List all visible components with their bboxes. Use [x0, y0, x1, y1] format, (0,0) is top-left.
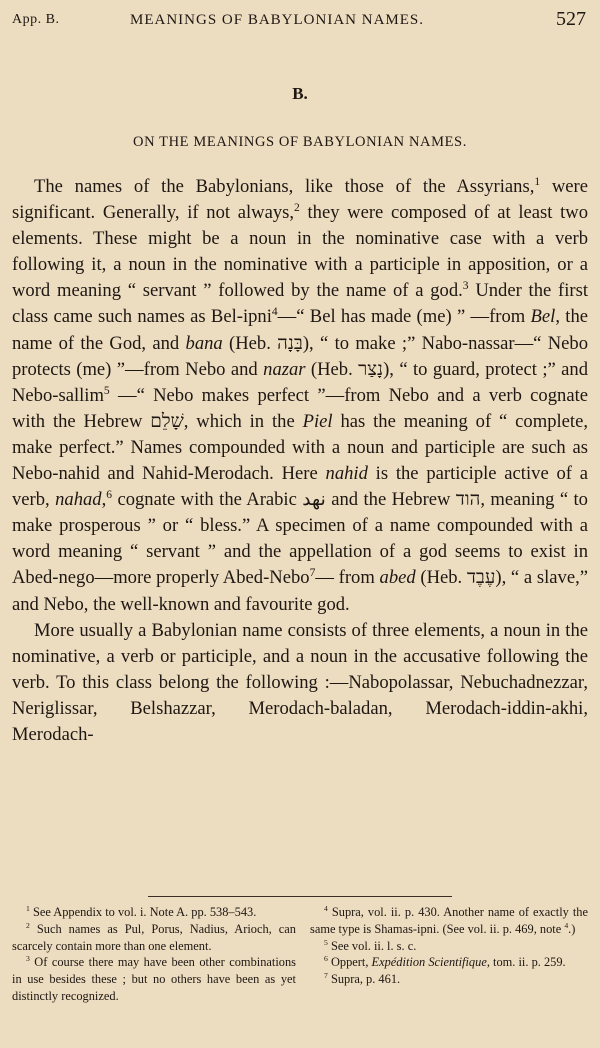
text-run: ), “ to make ;” Nabo-nassar—“ Nebo protects (me) ”—from Nebo and: [12, 332, 588, 380]
text-run: (Heb.: [222, 332, 278, 354]
body-text: [12, 174, 588, 748]
footnote-text: , tom. ii. p. 259.: [486, 955, 566, 970]
running-head: [12, 6, 586, 36]
footnote-number: 6: [324, 954, 328, 964]
hebrew-word: נָצַר: [358, 358, 384, 380]
text-run: —“ Nebo makes perfect ”—from Nebo and a verb cognate with the Hebrew: [12, 384, 588, 432]
section-letter: B.: [292, 84, 308, 103]
section-title: ON THE MEANINGS OF BABYLONIAN NAMES.: [133, 134, 467, 150]
footnote-number: 1: [26, 903, 30, 913]
footnote-ref-6: 6: [106, 488, 113, 501]
footnote-ref-2: 2: [294, 201, 300, 214]
text-run: is the participle active of a verb,: [12, 463, 588, 511]
paragraph-2: More usually a Babylonian name consists of three elements, a noun in the nominative, a verb or participle, and a noun in the accusative following the verb. To this class belong the following :—Nabopolassar, Nebuchadnezzar, Neriglissar, Belshazzar, Merodach-baladan, Merodach-iddin-akhi, Merodach-: [12, 619, 588, 745]
footnote-number: 4: [324, 903, 328, 913]
text-run: has the meaning of “ complete, make perfect.” Names compounded with a noun and participle are such as Nebo-nahid and Nahid-Merodach. Here: [12, 410, 588, 485]
text-run: ), “ a slave,” and Nebo, the well-known and favourite god.: [12, 567, 588, 615]
hebrew-word: שָׁלֵם: [150, 410, 184, 432]
footnote-4: [310, 904, 588, 938]
footnote-ref-5: 5: [103, 384, 110, 397]
footnote-rule: [148, 896, 452, 897]
footnote-2: [12, 921, 296, 955]
text-run: Under the first class came such names as Bel-ipni: [12, 280, 588, 328]
italic-word: nahad: [55, 489, 102, 511]
footnote-text: Such names as Pul, Porus, Nadius, Arioch, can scarcely contain more than one element.: [12, 921, 296, 953]
footnotes-right-column: [310, 904, 588, 988]
italic-word: nahid: [325, 463, 368, 485]
footnote-7: [310, 971, 588, 988]
text-run: The names of the Babylonians, like those of the Assyrians,: [34, 176, 535, 197]
footnote-text: Of course there may have been other combinations in use besides these ; but no others have been as yet distinctly recognized.: [12, 955, 296, 1003]
footnote-1: [12, 904, 296, 921]
footnote-number: 7: [324, 971, 328, 981]
footnote-text: Oppert,: [327, 955, 372, 970]
text-run: were significant. Generally, if not always,: [12, 176, 588, 224]
footnote-ref-1: 1: [534, 175, 541, 188]
italic-word: abed: [379, 567, 416, 589]
text-run: ,: [101, 489, 107, 511]
text-run: — from: [315, 567, 380, 589]
footnote-number: 5: [324, 937, 328, 947]
italic-word: nazar: [263, 358, 306, 380]
text-run: (Heb.: [415, 567, 467, 589]
text-run: and the Hebrew: [325, 489, 456, 511]
running-title: MEANINGS OF BABYLONIAN NAMES.: [130, 12, 425, 28]
text-run: (Heb.: [305, 358, 359, 380]
hebrew-word: עֶבֶד: [466, 567, 496, 589]
hebrew-word: בָּנָה: [277, 332, 303, 354]
text-run: , the name of the God, and: [12, 306, 588, 354]
footnote-5: [310, 938, 588, 955]
footnote-number: 3: [26, 954, 30, 964]
footnote-ref-3: 3: [462, 280, 469, 293]
footnote-text: See Appendix to vol. i. Note A. pp. 538–543.: [29, 905, 257, 919]
footnote-6: [310, 954, 588, 971]
italic-word: Bel: [530, 306, 556, 328]
footnote-text: .): [568, 921, 576, 936]
footnote-text: Supra, vol. ii. p. 430. Another name of exactly the same type is Shamas-ipni. (See vol. ii. p. 469, note: [310, 905, 588, 936]
text-run: they were composed of at least two elements. These might be a noun in the nominative case with a verb following it, a noun in the nominative with a participle in apposition, or a word meaning “ servant ” followed by the name of a god.: [12, 202, 588, 302]
arabic-word: نهد: [302, 489, 326, 511]
text-run: —“ Bel has made (me) ” —from: [277, 306, 531, 328]
italic-title: Expédition Scientifique: [371, 955, 487, 970]
footnote-number: 2: [26, 920, 30, 930]
text-run: ), “ to guard, protect ;” and Nebo-sallim: [12, 358, 588, 406]
page-number: 527: [556, 8, 586, 30]
italic-word: Piel: [302, 410, 333, 432]
italic-word: bana: [185, 332, 223, 354]
footnotes-left-column: [12, 904, 296, 1005]
text-run: , which in the: [183, 410, 303, 432]
footnote-text: See vol. ii. l. s. c.: [327, 938, 417, 953]
footnote-text: Supra, p. 461.: [327, 972, 401, 987]
text-run: cognate with the Arabic: [112, 489, 303, 511]
text-run: , meaning “ to make prosperous ” or “ bless.” A specimen of a name compounded with a word meaning “ servant ” and the appellation of a god seems to exist in Abed-nego—more properly Abed-Nebo: [12, 489, 588, 589]
footnote-ref-7: 7: [309, 567, 316, 580]
hebrew-word: הוד: [455, 489, 481, 511]
appendix-label: App. B.: [12, 12, 60, 27]
paragraph-1: [12, 174, 588, 618]
footnote-ref: 4: [564, 920, 569, 930]
footnote-3: [12, 954, 296, 1004]
footnote-ref-4: 4: [271, 306, 278, 319]
